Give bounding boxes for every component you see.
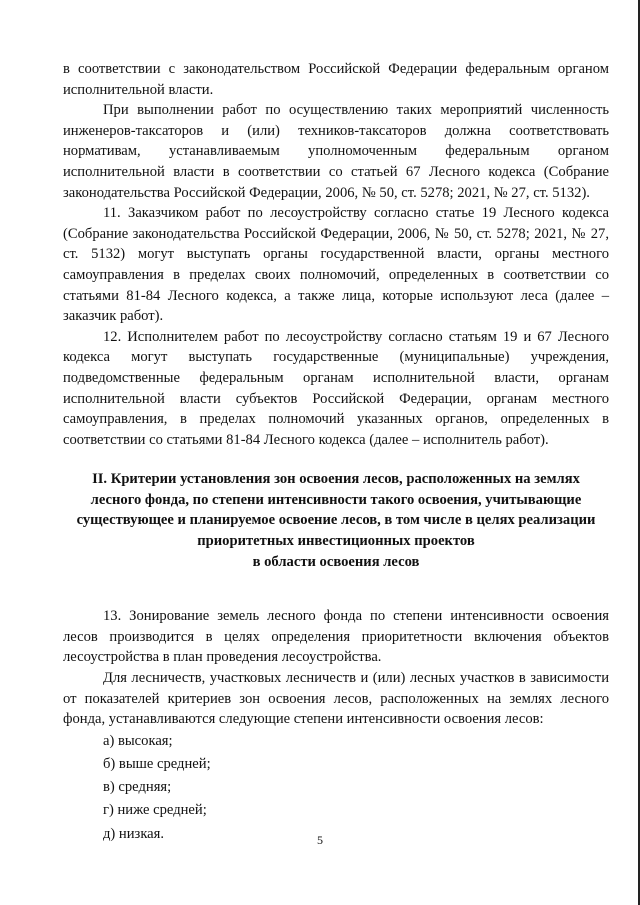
list-item: д) низкая. <box>103 825 165 842</box>
section-heading-line-2: лесного фонда, по степени интенсивности такого освоения, учитывающие <box>90 491 582 508</box>
section-heading-line-1: II. Критерии установления зон освоения лесов, расположенных на землях <box>92 471 580 488</box>
section-heading-line-4: приоритетных инвестиционных проектов <box>197 533 475 550</box>
section-heading-line-3: существующее и планируемое освоение лесов, в том числе в целях реализации <box>76 512 596 529</box>
paragraph-11: 11. Заказчиком работ по лесоустройству согласно статье 19 Лесного кодекса (Собрание законодательства Российской Федерации, 2006, № 50, ст. 5278; 2021, № 27, ст. 5132) могут выступать органы государственной власти, органы местного самоуправления в пределах своих полномочий, определенных в соответствии со статьями 81-84 Лесного кодекса, а также лица, которые используют леса (далее – заказчик работ). <box>63 205 609 325</box>
list-item: а) высокая; <box>103 732 173 749</box>
paragraph-12: 12. Исполнителем работ по лесоустройству согласно статьям 19 и 67 Лесного кодекса могут выступать государственные (муниципальные) учреждения, подведомственные федеральным органам исполнительной власти, органам исполнительной власти субъектов Российской Федерации, органам местного самоуправления, в пределах полномочий указанных органов, определенных в соответствии со статьями 81-84 Лесного кодекса (далее – исполнитель работ). <box>63 328 609 448</box>
spacer <box>63 572 609 606</box>
list-item: в) средняя; <box>103 779 172 796</box>
page-number: 5 <box>317 833 323 847</box>
page-content <box>63 59 609 846</box>
list-item: б) выше средней; <box>103 756 211 773</box>
paragraph-13: 13. Зонирование земель лесного фонда по степени интенсивности освоения лесов производится в целях определения приоритетности включения объектов лесоустройства в план проведения лесоустройства. <box>63 608 609 666</box>
paragraph-inspectors: При выполнении работ по осуществлению таких мероприятий численность инженеров-таксаторов и (или) техников-таксаторов должна соответствовать нормативам, устанавливаемым уполномоченным федеральным органом исполнительной власти в соответствии со статьей 67 Лесного кодекса (Собрание законодательства Российской Федерации, 2006, № 50, ст. 5278; 2021, № 27, ст. 5132). <box>63 102 609 201</box>
paragraph-continuation: в соответствии с законодательством Российской Федерации федеральным органом исполнительной власти. <box>63 61 609 98</box>
section-heading <box>63 469 609 572</box>
intensity-list <box>63 730 609 846</box>
list-item: г) ниже средней; <box>103 802 207 819</box>
paragraph-degrees: Для лесничеств, участковых лесничеств и (или) лесных участков в зависимости от показателей критериев зон освоения лесов, расположенных на землях лесного фонда, устанавливаются следующие степени интенсивности освоения лесов: <box>63 670 609 728</box>
section-heading-line-5: в области освоения лесов <box>252 553 420 570</box>
